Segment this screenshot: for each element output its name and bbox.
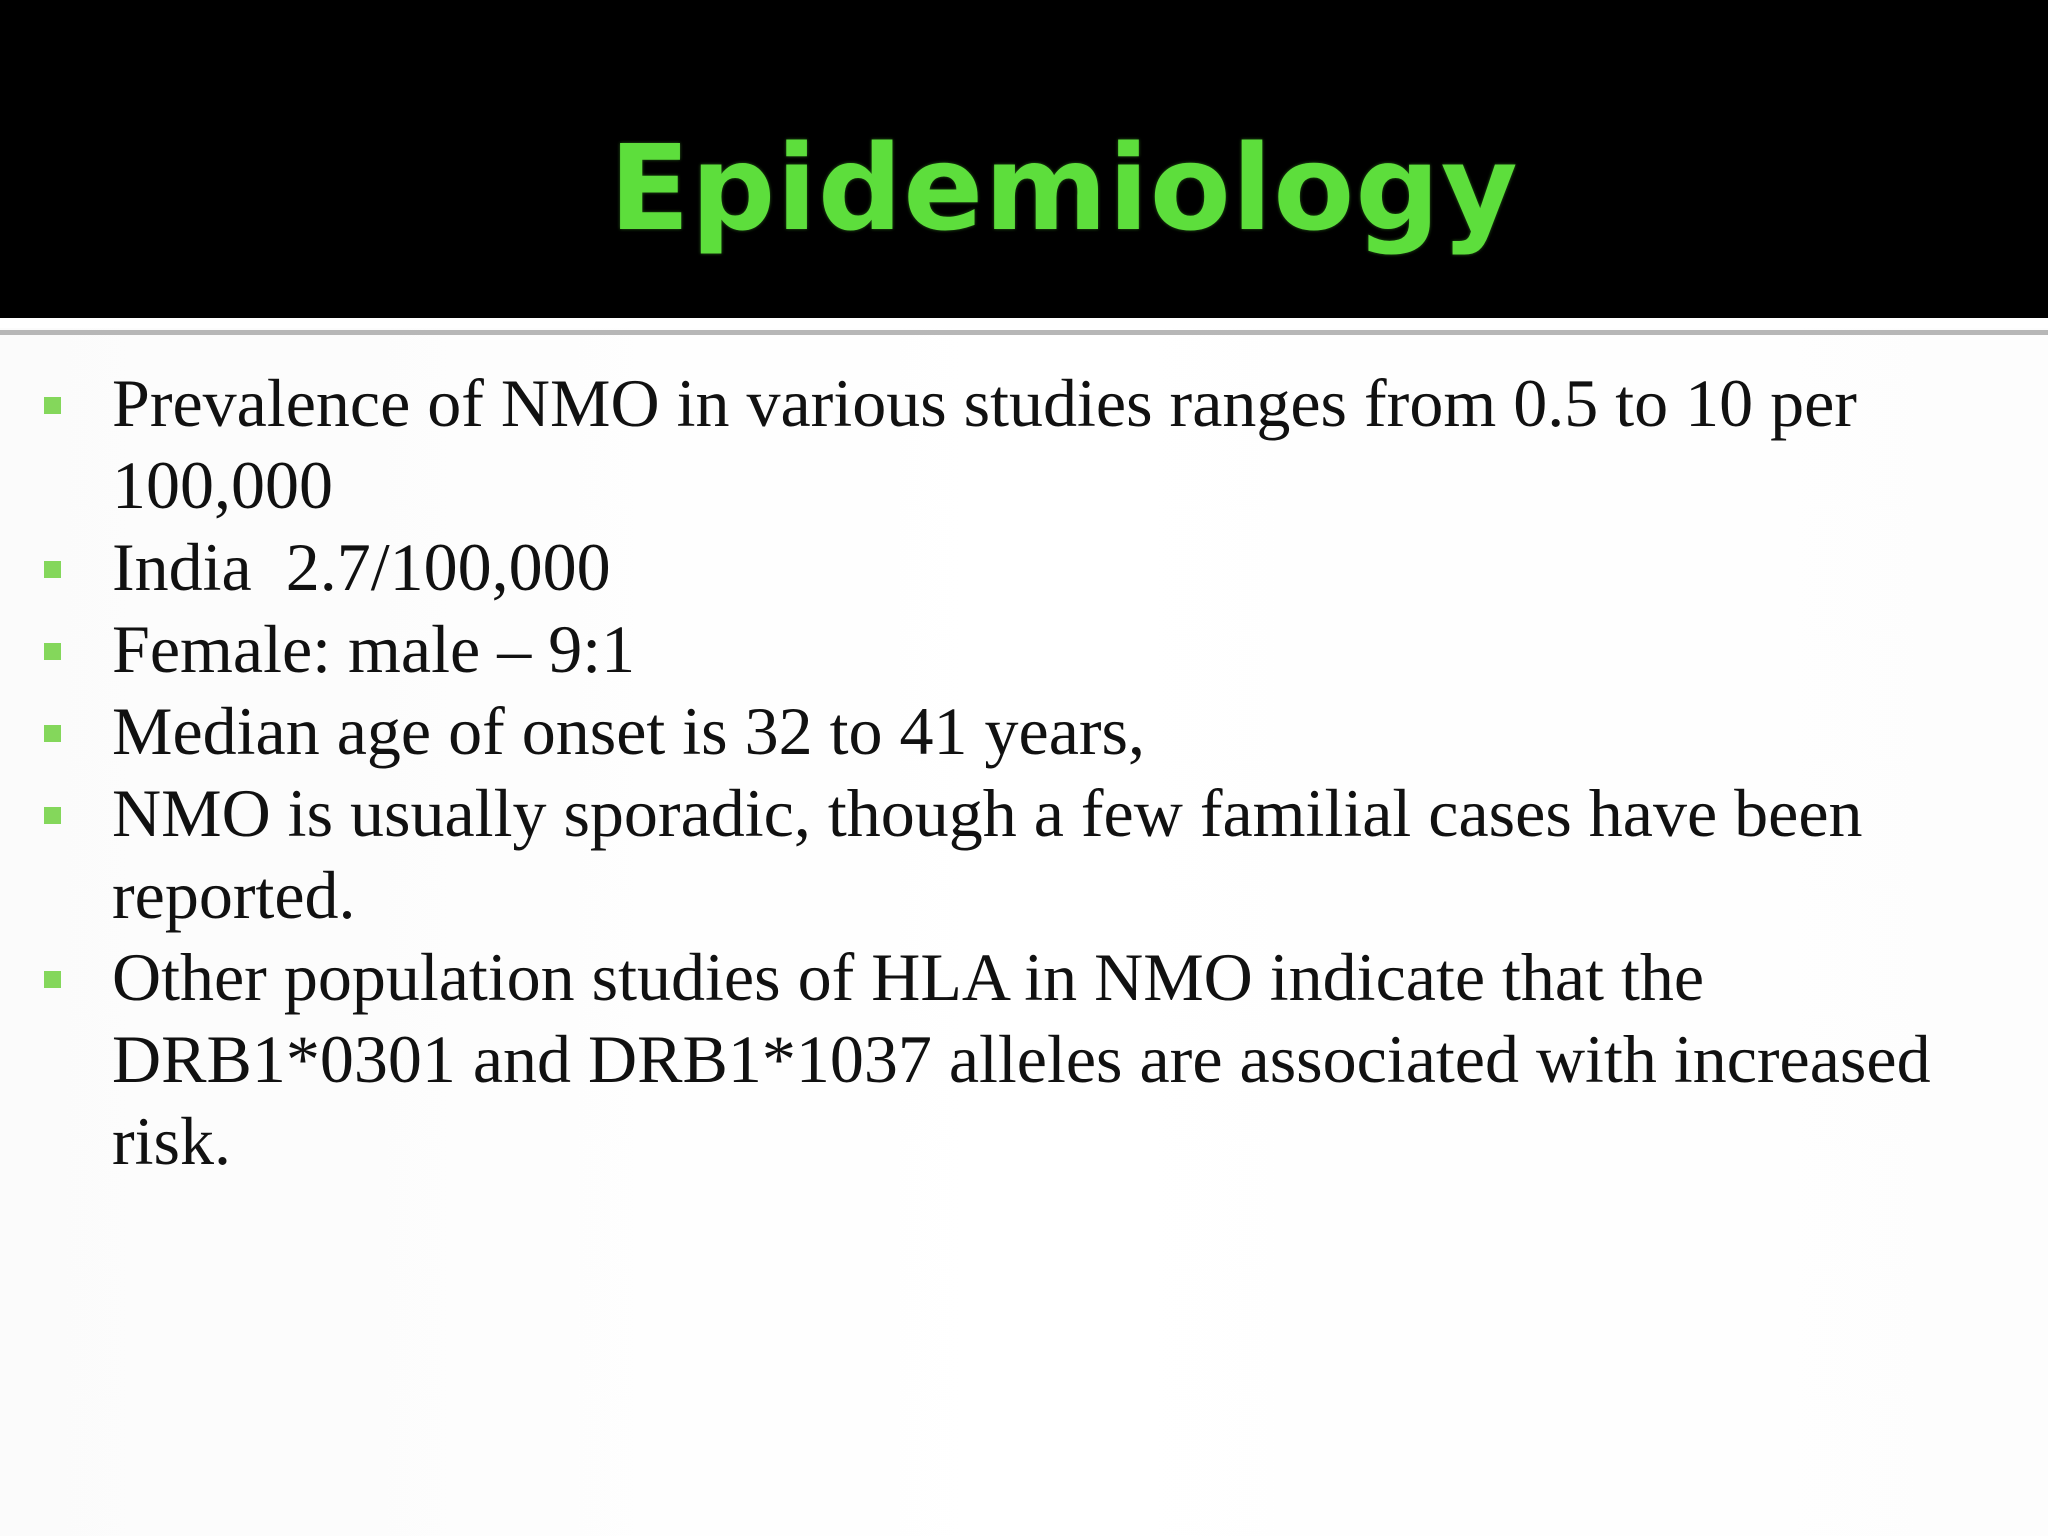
title-bar	[0, 0, 2048, 328]
bullet-item-median-age	[0, 690, 2048, 772]
square-bullet-icon	[44, 397, 61, 414]
slide-title: Epidemiology	[609, 119, 1519, 257]
bullet-text: Median age of onset is 32 to 41 years,	[112, 693, 1145, 769]
bullet-item-sex-ratio	[0, 608, 2048, 690]
bullet-text: India 2.7/100,000	[112, 529, 611, 605]
bullet-text: Prevalence of NMO in various studies ranges from 0.5 to 10 per 100,000	[112, 365, 1857, 523]
square-bullet-icon	[44, 971, 61, 988]
bullet-text: Female: male – 9:1	[112, 611, 636, 687]
bullet-text: Other population studies of HLA in NMO indicate that the DRB1*0301 and DRB1*1037 alleles are associated with increased risk.	[112, 939, 1931, 1179]
square-bullet-icon	[44, 807, 61, 824]
square-bullet-icon	[44, 561, 61, 578]
bullet-item-prevalence	[0, 362, 2048, 526]
bullet-item-sporadic	[0, 772, 2048, 936]
square-bullet-icon	[44, 725, 61, 742]
square-bullet-icon	[44, 643, 61, 660]
bullet-text: NMO is usually sporadic, though a few familial cases have been reported.	[112, 775, 1863, 933]
bullet-list	[0, 362, 2048, 1182]
title-divider	[0, 330, 2048, 335]
bullet-item-hla	[0, 936, 2048, 1182]
bullet-item-india	[0, 526, 2048, 608]
